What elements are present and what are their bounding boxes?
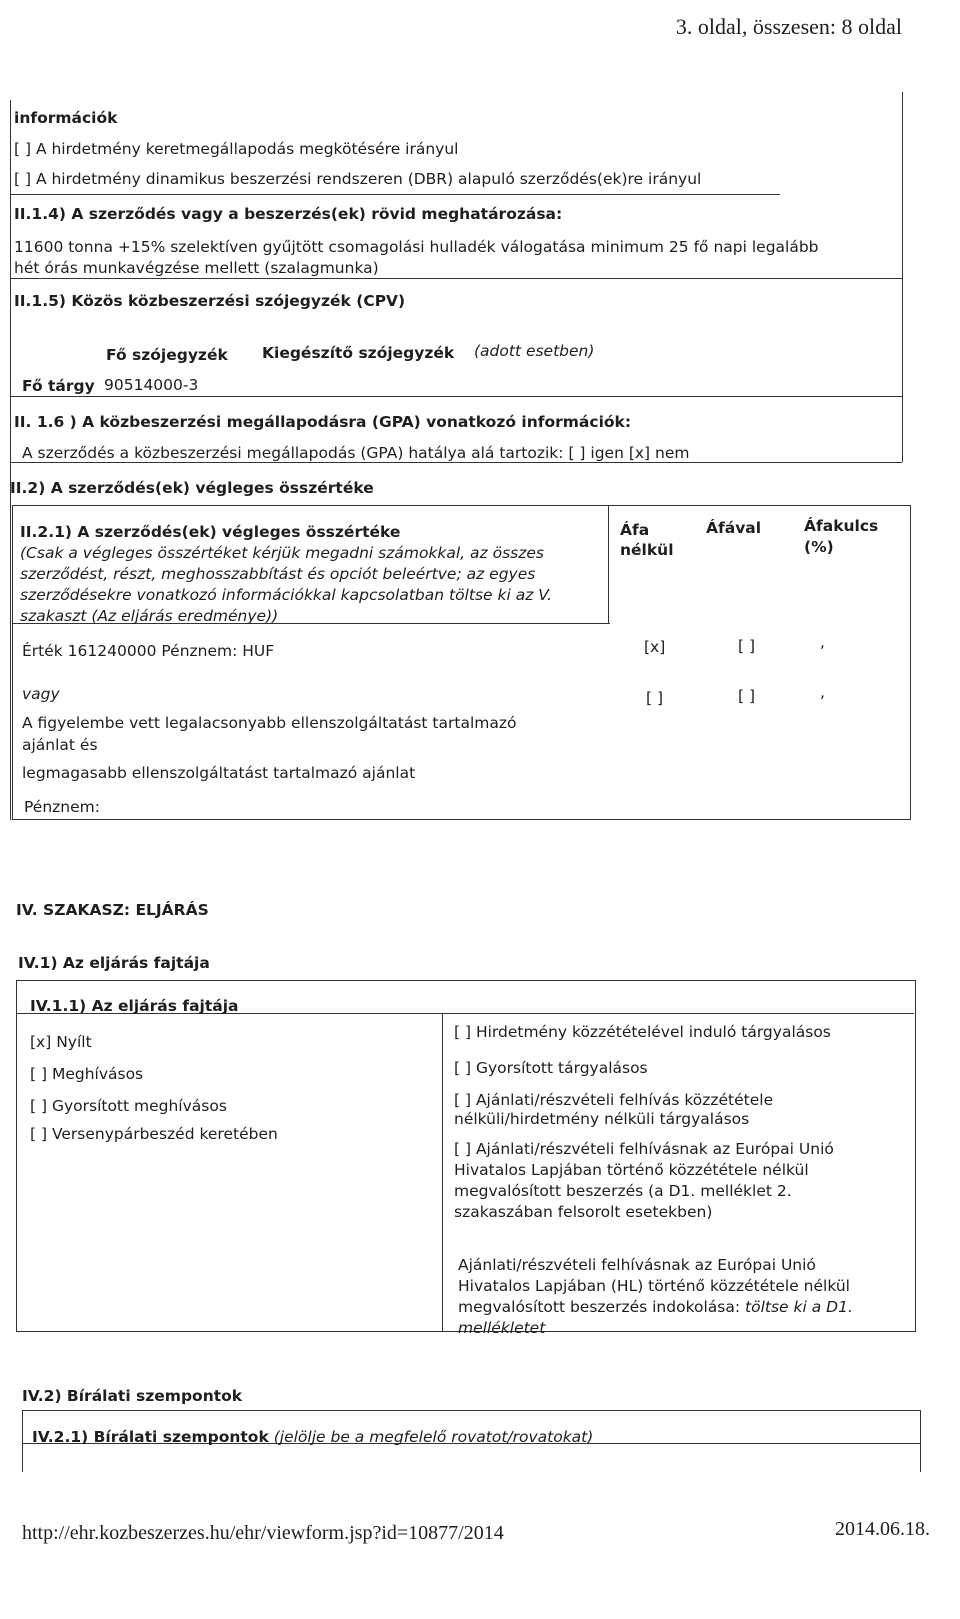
section-4-2-1-heading: IV.2.1) Bírálati szempontok (32, 1428, 269, 1446)
option-negotiated-with-notice[interactable]: [ ] Hirdetmény közzétételével induló tárgyalásos (454, 1023, 831, 1041)
option-without-publication-4: szakaszában felsorolt esetekben) (454, 1203, 713, 1221)
section-4-1-heading: IV.1) Az eljárás fajtája (18, 954, 210, 972)
criteria-box-right (920, 1410, 921, 1472)
col-vat-excluded-1: Áfa (620, 521, 650, 539)
option-accelerated-restricted[interactable]: [ ] Gyorsított meghívásos (30, 1097, 227, 1115)
highest-offer-line: legmagasabb ellenszolgáltatást tartalmazó ajánlat (22, 764, 416, 782)
col-vat-rate-2: (%) (804, 538, 834, 556)
page-number-info: 3. oldal, összesen: 8 oldal (675, 14, 902, 39)
justification-line2: Hivatalos Lapjában (HL) történő közzététele nélkül (458, 1277, 850, 1295)
section-2-1-4-heading: II.1.4) A szerződés vagy a beszerzés(ek) rövid meghatározása: (14, 205, 563, 223)
supplementary-vocabulary-label: Kiegészítő szójegyzék (262, 344, 455, 362)
or-label: vagy (22, 685, 60, 703)
option-negotiated-without-notice-2: nélküli/hirdetmény nélküli tárgyalásos (454, 1110, 750, 1128)
frame-left (10, 100, 11, 820)
main-vocabulary-label: Fő szójegyzék (106, 346, 228, 364)
value-note-line2: szerződést, részt, meghosszabbítást és opciót beleértve; az egyes (20, 565, 536, 583)
procedure-column-divider (442, 1013, 443, 1331)
value-note-line4: szakaszt (Az eljárás eredménye)) (20, 607, 279, 625)
justification-line1: Ajánlati/részvételi felhívásnak az Európai Unió (458, 1256, 816, 1274)
lowest-offer-line2: ajánlat és (22, 736, 98, 754)
divider (10, 396, 902, 397)
col-vat-excluded-2: nélkül (620, 541, 674, 559)
option-without-publication-3: megvalósított beszerzés (a D1. melléklet 2. (454, 1182, 792, 1200)
dbr-line: [ ] A hirdetmény dinamikus beszerzési rendszeren (DBR) alapuló szerződés(ek)re irányul (14, 170, 702, 188)
short-description-line2: hét órás munkavégzése mellett (szalagmunka) (14, 259, 379, 277)
value-note-line3: szerződésekre vonatkozó információkkal kapcsolatban töltse ki az V. (20, 586, 553, 604)
section-2-1-5-heading: II.1.5) Közös közbeszerzési szójegyzék (CPV) (14, 292, 406, 310)
frame-right (902, 92, 903, 462)
row2-vat-excluded-checkbox[interactable]: [ ] (646, 689, 664, 707)
framework-agreement-line: [ ] A hirdetmény keretmegállapodás megkötésére irányul (14, 140, 459, 158)
option-competitive-dialogue[interactable]: [ ] Versenypárbeszéd keretében (30, 1125, 278, 1143)
divider (10, 462, 902, 463)
row1-vat-rate: , (820, 633, 825, 651)
footer-date: 2014.06.18. (835, 1518, 930, 1540)
col-vat-included: Áfával (706, 519, 762, 537)
option-accelerated-negotiated[interactable]: [ ] Gyorsított tárgyalásos (454, 1059, 648, 1077)
cpv-code: 90514000-3 (104, 376, 199, 394)
justification-line4: mellékletet (458, 1319, 546, 1337)
option-without-publication-1[interactable]: [ ] Ajánlati/részvételi felhívásnak az Európai Unió (454, 1140, 834, 1158)
section-4-2-heading: IV.2) Bírálati szempontok (22, 1387, 243, 1405)
section-4-heading: IV. SZAKASZ: ELJÁRÁS (16, 901, 209, 919)
short-description-line1: 11600 tonna +15% szelektíven gyűjtött csomagolási hulladék válogatása minimum 25 fő napi legalább (14, 238, 819, 256)
footer-url[interactable]: http://ehr.kozbeszerzes.hu/ehr/viewform.jsp?id=10877/2014 (22, 1522, 504, 1544)
option-restricted[interactable]: [ ] Meghívásos (30, 1065, 144, 1083)
section-2-2-heading: II.2) A szerződés(ek) végleges összértéke (10, 479, 374, 497)
section-2-1-6-heading: II. 1.6 ) A közbeszerzési megállapodásra (GPA) vonatkozó információk: (14, 413, 632, 431)
value-note-line1: (Csak a végleges összértéket kérjük megadni számokkal, az összes (20, 544, 544, 562)
lowest-offer-line1: A figyelembe vett legalacsonyabb ellenszolgáltatást tartalmazó (22, 714, 517, 732)
supplementary-note: (adott esetben) (474, 342, 595, 360)
section-4-2-1-heading-line (32, 1427, 593, 1447)
option-open[interactable]: [x] Nyílt (30, 1033, 92, 1051)
option-negotiated-without-notice-1[interactable]: [ ] Ajánlati/részvételi felhívás közzététele (454, 1091, 774, 1109)
justification-text: megvalósított beszerzés indokolása: (458, 1298, 741, 1316)
divider (10, 194, 780, 195)
col-vat-rate-1: Áfakulcs (804, 517, 879, 535)
option-without-publication-2: Hivatalos Lapjában történő közzététele nélkül (454, 1161, 809, 1179)
row1-vat-excluded-checkbox[interactable]: [x] (644, 638, 666, 656)
criteria-box-top (22, 1410, 920, 1411)
main-object-label: Fő tárgy (22, 377, 95, 395)
row2-vat-rate: , (820, 683, 825, 701)
currency-label: Pénznem: (24, 798, 100, 816)
gpa-line: A szerződés a közbeszerzési megállapodás (GPA) hatálya alá tartozik: [ ] igen [x] nem (22, 444, 690, 462)
justification-instruction: töltse ki a D1. (745, 1298, 853, 1316)
row2-vat-included-checkbox[interactable]: [ ] (738, 687, 756, 705)
value-line: Érték 161240000 Pénznem: HUF (22, 642, 275, 660)
info-heading: információk (14, 109, 118, 127)
criteria-note: (jelölje be a megfelelő rovatot/rovatokat) (273, 1428, 594, 1446)
section-2-2-1-heading: II.2.1) A szerződés(ek) végleges összértéke (20, 523, 401, 541)
section-4-1-1-heading: IV.1.1) Az eljárás fajtája (30, 997, 239, 1015)
justification-line3 (458, 1297, 853, 1317)
criteria-box-left (22, 1410, 23, 1472)
row1-vat-included-checkbox[interactable]: [ ] (738, 637, 756, 655)
divider (10, 278, 902, 279)
table-column-divider (608, 505, 609, 623)
